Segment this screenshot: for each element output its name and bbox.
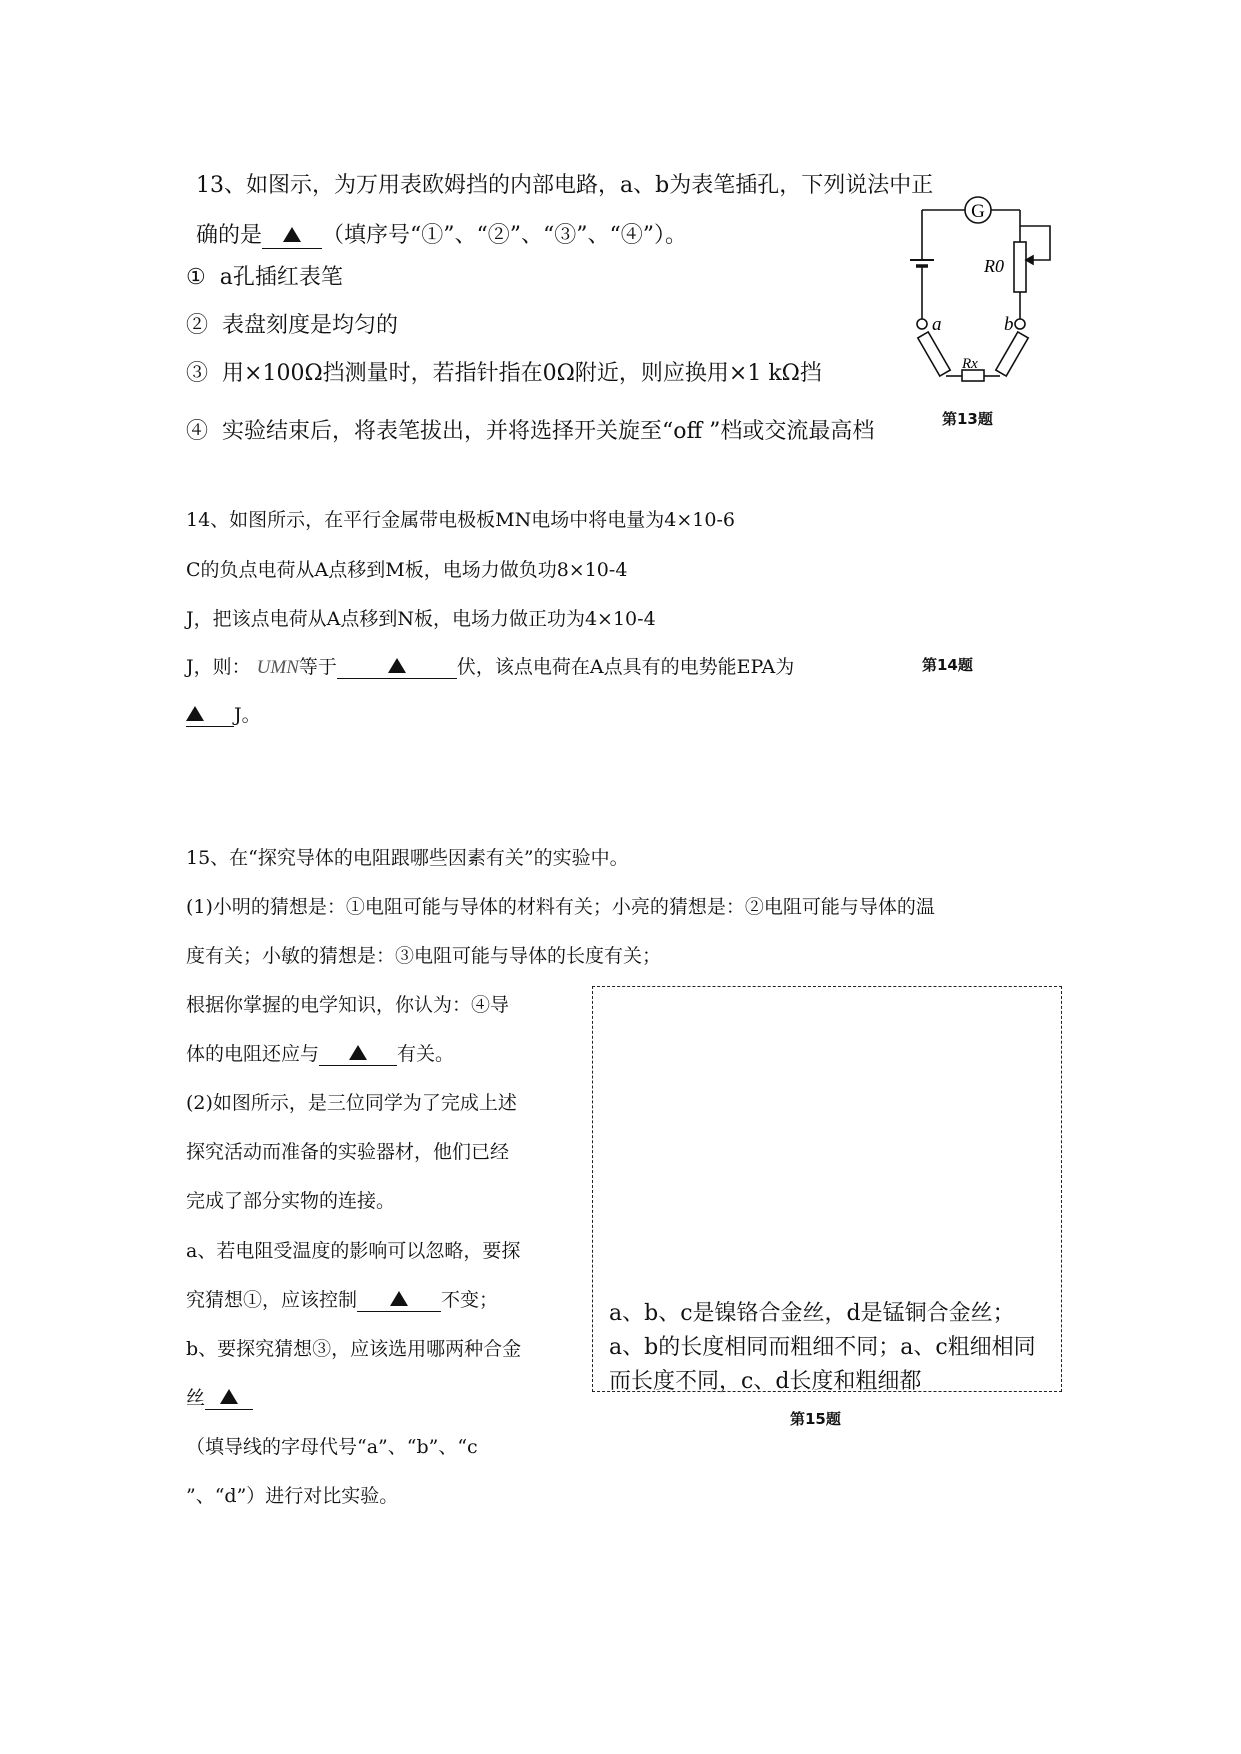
- q14-umn-blank[interactable]: [337, 656, 457, 679]
- q15-wires-blank[interactable]: [205, 1387, 253, 1410]
- option-text: 表盘刻度是均匀的: [222, 313, 399, 338]
- q15-line8: 完成了部分实物的连接。: [186, 1190, 396, 1212]
- q14-epa-blank[interactable]: [186, 704, 234, 727]
- q14-line2: C的负点电荷从A点移到M板，电场力做负功8×10-4: [186, 559, 628, 581]
- q15-line10-pre: 究猜想①，应该控制: [186, 1289, 358, 1311]
- q13-option-3: [186, 356, 822, 387]
- jack-a-icon: [917, 319, 927, 329]
- umn-symbol: UMN: [256, 657, 299, 678]
- option-text: 实验结束后，将表笔拔出，并将选择开关旋至“off ”档或交流最高档: [222, 419, 875, 444]
- triangle-icon: [390, 1291, 408, 1306]
- option-number: ④: [186, 419, 209, 444]
- q14-figure-caption: 第14题: [922, 656, 973, 674]
- b-label: b: [1004, 314, 1014, 335]
- q15-line7: 探究活动而准备的实验器材，他们已经: [186, 1141, 510, 1163]
- q14-line4-pre: J，则：: [186, 656, 251, 678]
- q15-line14: ”、“d”）进行对比实验。: [186, 1485, 399, 1507]
- q15-line10: [186, 1285, 498, 1312]
- q15-figure-caption: 第15题: [790, 1410, 841, 1428]
- triangle-icon: [388, 658, 406, 673]
- triangle-icon: [186, 706, 204, 721]
- q15-factor-blank[interactable]: [319, 1043, 397, 1066]
- q14-line3: J，把该点电荷从A点移到N板，电场力做正功为4×10-4: [186, 608, 656, 630]
- q15-line3: 度有关；小敏的猜想是：③电阻可能与导体的长度有关；: [186, 945, 662, 967]
- q15-line5-pre: 体的电阻还应与: [186, 1043, 320, 1065]
- triangle-icon: [349, 1045, 367, 1060]
- rx-label: Rx: [962, 356, 978, 372]
- q15-line6: (2)如图所示，是三位同学为了完成上述: [186, 1092, 517, 1114]
- q13-line2-pre: 确的是: [196, 223, 263, 248]
- q15-line5-post: 有关。: [397, 1043, 455, 1065]
- q13-answer-blank[interactable]: [262, 223, 322, 249]
- q15-figure-note: a、b、c是镍铬合金丝，d是锰铜合金丝；a、b的长度相同而粗细不同；a、c粗细相同而长度不同，c、d长度和粗细都: [609, 1301, 1036, 1394]
- q15-line4: 根据你掌握的电学知识，你认为：④导: [186, 994, 510, 1016]
- option-number: ①: [186, 265, 206, 290]
- q15-line10-post: 不变；: [441, 1289, 499, 1311]
- option-number: ③: [186, 361, 209, 386]
- r0-label: R0: [984, 256, 1004, 276]
- q13-option-1: [186, 260, 343, 291]
- q15-figure-box: [592, 986, 1062, 1392]
- q14-line5-post: J。: [234, 704, 261, 726]
- q13-line1: 13、如图示，为万用表欧姆挡的内部电路，a、b为表笔插孔，下列说法中正: [196, 173, 934, 198]
- q15-line1: 15、在“探究导体的电阻跟哪些因素有关”的实验中。: [186, 847, 629, 869]
- q15-line2: (1)小明的猜想是：①电阻可能与导体的材料有关；小亮的猜想是：②电阻可能与导体的温: [186, 896, 935, 918]
- q15-line11: b、要探究猜想③，应该选用哪两种合金: [186, 1338, 522, 1360]
- jack-b-icon: [1015, 319, 1025, 329]
- q15-line5: [186, 1039, 454, 1066]
- triangle-icon: [220, 1389, 238, 1404]
- a-label: a: [932, 314, 942, 335]
- q13-figure-caption: 第13题: [942, 410, 993, 428]
- q15-line12-pre: 丝: [186, 1387, 206, 1409]
- q15-line9: a、若电阻受温度的影响可以忽略，要探: [186, 1240, 521, 1262]
- galvanometer-label: G: [971, 201, 985, 222]
- q14-line4-post: 伏，该点电荷在A点具有的电势能EPA为: [456, 656, 795, 678]
- q13-option-4: [186, 414, 874, 445]
- option-text: a孔插红表笔: [219, 265, 343, 290]
- q13-line2: [196, 218, 687, 249]
- q15-line13: （填导线的字母代号“a”、“b”、“c: [186, 1436, 478, 1458]
- ohmmeter-circuit-diagram: [880, 190, 1080, 430]
- option-number: ②: [186, 313, 209, 338]
- q14-line4: [186, 652, 794, 679]
- q14-line1: 14、如图所示，在平行金属带电极板MN电场中将电量为4×10-6: [186, 509, 735, 531]
- option-text: 用×100Ω挡测量时，若指针指在0Ω附近，则应换用×1 kΩ挡: [222, 361, 822, 386]
- q15-line12: [186, 1383, 253, 1410]
- triangle-icon: [283, 227, 301, 242]
- q14-line4-mid: 等于: [298, 656, 337, 678]
- q14-line5: [186, 700, 261, 727]
- q15-control-blank[interactable]: [357, 1289, 441, 1312]
- q13-line2-post: （填序号“①”、“②”、“③”、“④”）。: [322, 223, 687, 248]
- q13-option-2: [186, 308, 398, 339]
